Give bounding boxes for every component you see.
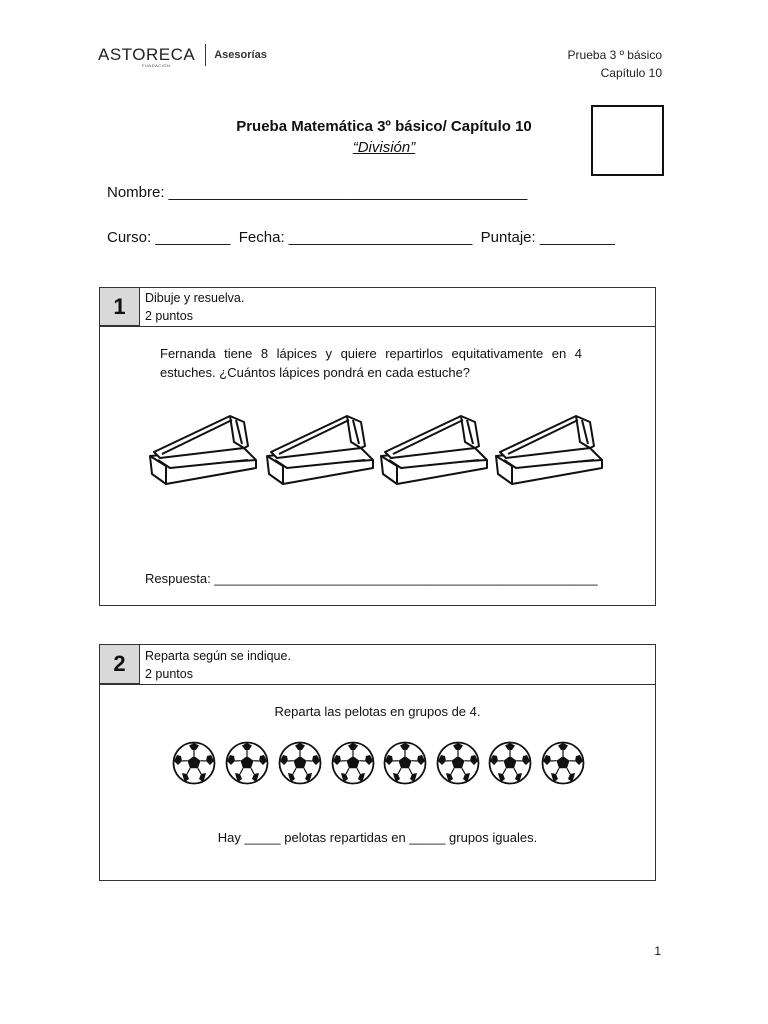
page-subtitle: “División” <box>352 139 416 156</box>
question-2-instruction: Reparta según se indique. <box>145 649 291 663</box>
soccer-ball-image <box>436 741 480 785</box>
question-2-number: 2 <box>100 645 140 684</box>
pencil-case-image <box>261 408 381 488</box>
header-chapter: Capítulo 10 <box>600 66 662 80</box>
soccer-ball-image <box>488 741 532 785</box>
pencil-case-image <box>490 408 610 488</box>
soccer-ball-image <box>172 741 216 785</box>
logo-text: ASTORECA <box>98 45 196 64</box>
pencil-case-image <box>375 408 495 488</box>
question-1-number: 1 <box>100 288 140 326</box>
pencil-case-image <box>144 408 264 488</box>
name-field[interactable]: Nombre: ___________________________________________ <box>107 184 528 201</box>
logo-aux-text: Asesorías <box>214 49 267 61</box>
logo-separator <box>205 44 206 66</box>
question-1-box <box>99 287 656 606</box>
question-2-box <box>99 644 656 881</box>
header-test-name: Prueba 3 º básico <box>567 48 662 62</box>
score-box[interactable] <box>591 105 664 176</box>
soccer-ball-image <box>278 741 322 785</box>
question-1-header <box>145 289 244 325</box>
question-2-divider <box>100 684 655 685</box>
astoreca-logo <box>98 44 267 66</box>
question-1-divider <box>100 326 655 327</box>
question-2-problem: Reparta las pelotas en grupos de 4. <box>274 704 481 719</box>
soccer-ball-image <box>383 741 427 785</box>
soccer-ball-image <box>331 741 375 785</box>
question-1-instruction: Dibuje y resuelva. <box>145 291 245 305</box>
question-2-answer-line[interactable]: Hay _____ pelotas repartidas en _____ grupos iguales. <box>217 830 538 845</box>
soccer-ball-image <box>225 741 269 785</box>
course-date-score-fields[interactable]: Curso: _________ Fecha: ______________________ Puntaje: _________ <box>107 229 615 246</box>
question-1-problem: Fernanda tiene 8 lápices y quiere repartirlos equitativamente en 4 estuches. ¿Cuántos lápices pondrá en cada estuche? <box>160 346 582 380</box>
logo-subtext: FUNDACIÓN <box>142 63 171 68</box>
header-info <box>568 46 662 82</box>
question-1-points: 2 puntos <box>145 309 193 323</box>
page-title: Prueba Matemática 3º básico/ Capítulo 10 <box>236 118 532 135</box>
question-2-points: 2 puntos <box>145 667 193 681</box>
question-1-answer-line[interactable]: Respuesta: _____________________________________________________ <box>145 571 598 586</box>
question-2-header <box>145 647 291 683</box>
page-number: 1 <box>654 944 661 958</box>
soccer-ball-image <box>541 741 585 785</box>
